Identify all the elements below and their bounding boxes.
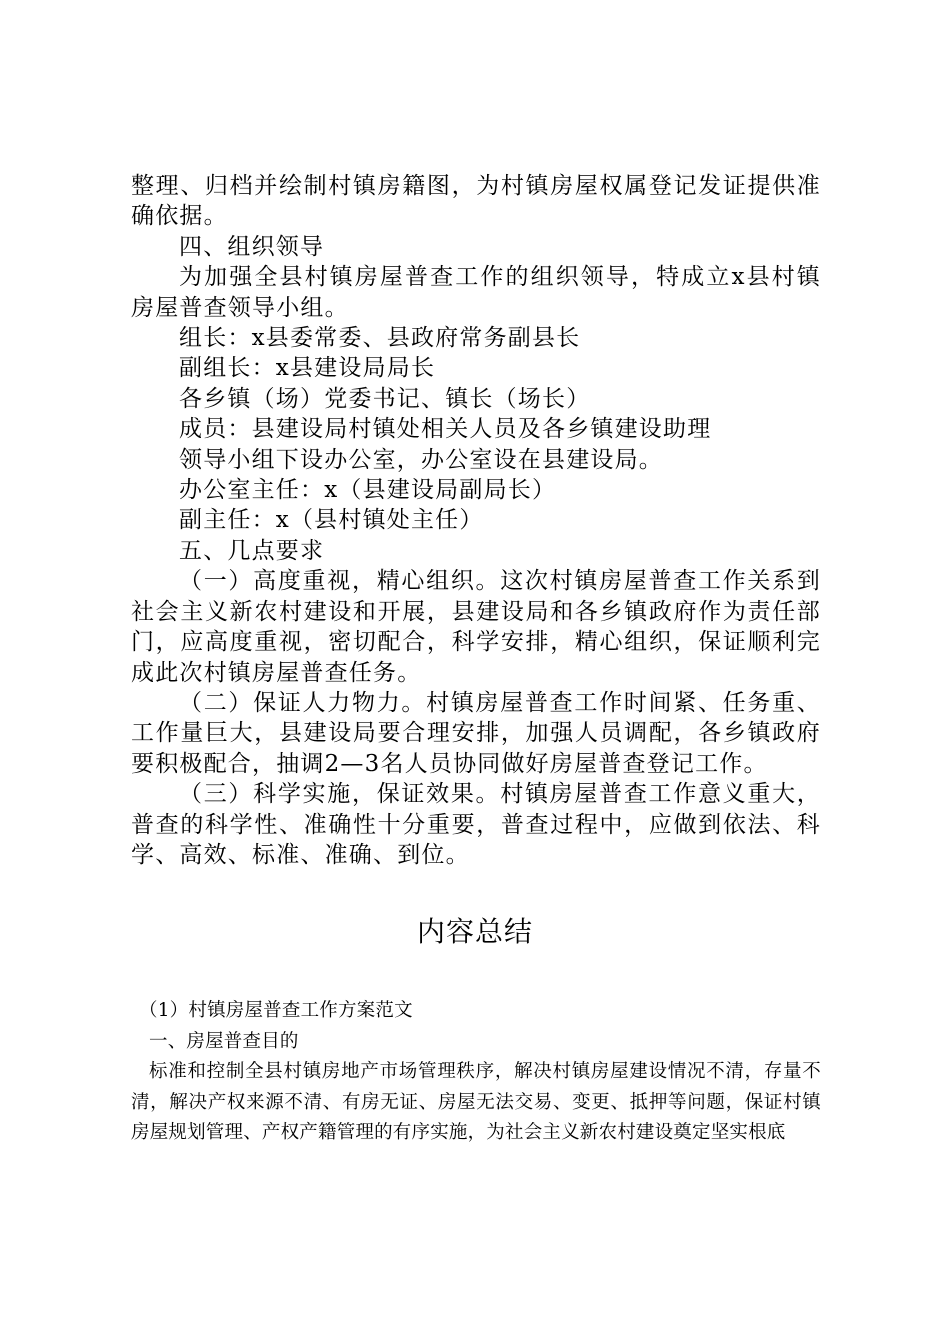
paragraph-members: 成员：县建设局村镇处相关人员及各乡镇建设助理: [179, 416, 712, 443]
paragraph-deputy-leader: 副组长：x县建设局局长: [179, 355, 436, 382]
summary-title: 内容总结: [416, 915, 533, 948]
summary-line-heading: 一、房屋普查目的: [149, 1030, 299, 1052]
paragraph-deputy-director: 副主任：x（县村镇处主任）: [179, 507, 484, 534]
summary-line-title: （1）村镇房屋普查工作方案范文: [139, 1000, 413, 1021]
paragraph-group-leader: 组长：x县委常委、县政府常务副县长: [179, 325, 581, 352]
section-heading-requirements: 五、几点要求: [179, 537, 325, 564]
summary-line-content: 标准和控制全县村镇房地产市场管理秩序，解决村镇房屋建设情况不清，存量不清，解决产权来源不清、有房无证、房屋无法交易、变更、抵押等问题，保证村镇房屋规划管理、产权产籍管理的有序实施，为社会主义新农村建设奠定坚实根底: [131, 1061, 821, 1144]
paragraph-requirement-3: （三）科学实施，保证效果。村镇房屋普查工作意义重大，普查的科学性、准确性十分重要，普查过程中，应做到依法、科学、高效、标准、准确、到位。: [131, 781, 821, 868]
summary-body: [131, 996, 821, 1149]
paragraph-requirement-2: （二）保证人力物力。村镇房屋普查工作时间紧、任务重、工作量巨大，县建设局要合理安排，加强人员调配，各乡镇政府要积极配合，抽调2—3名人员协同做好房屋普查登记工作。: [131, 689, 821, 777]
paragraph-archive: 整理、归档并绘制村镇房籍图，为村镇房屋权属登记发证提供准确依据。: [131, 173, 821, 230]
paragraph-office-director: 办公室主任：x（县建设局副局长）: [179, 477, 557, 504]
paragraph-leadership-group: 为加强全县村镇房屋普查工作的组织领导，特成立x县村镇房屋普查领导小组。: [131, 264, 821, 321]
paragraph-requirement-1: （一）高度重视，精心组织。这次村镇房屋普查工作关系到社会主义新农村建设和开展，县建设局和各乡镇政府作为责任部门，应高度重视，密切配合，科学安排，精心组织，保证顺利完成此次村镇房屋普查任务。: [131, 568, 821, 686]
section-heading-organization: 四、组织领导: [179, 233, 325, 260]
paragraph-office: 领导小组下设办公室，办公室设在县建设局。: [179, 446, 663, 473]
document-body: [131, 171, 821, 870]
paragraph-township-secretaries: 各乡镇（场）党委书记、镇长（场长）: [179, 385, 591, 412]
